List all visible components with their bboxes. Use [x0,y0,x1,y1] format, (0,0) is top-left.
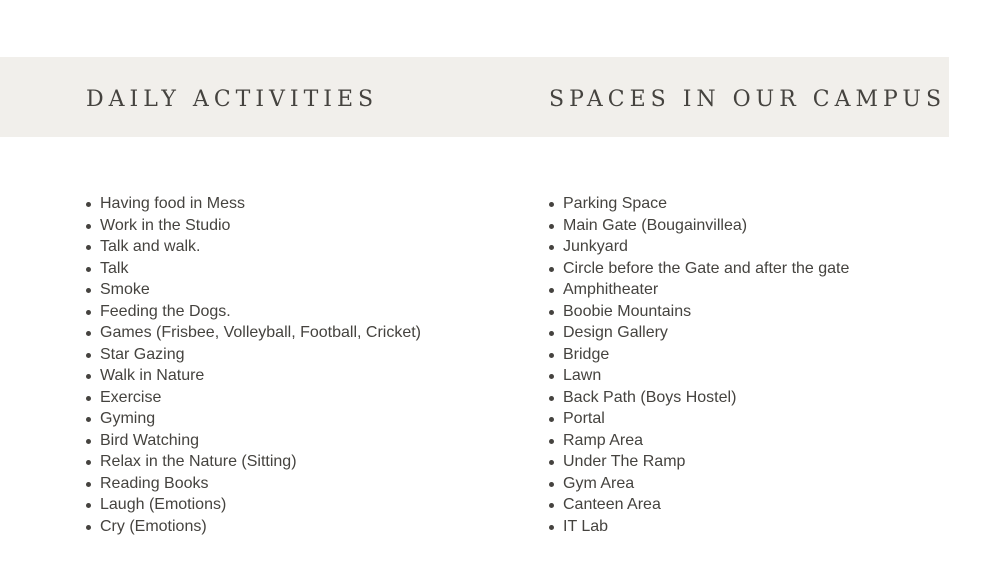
campus-spaces-heading: SPACES IN OUR CAMPUS [549,87,947,112]
list-item: Amphitheater [549,279,849,301]
list-item: Talk [86,258,421,280]
list-item: Canteen Area [549,494,849,516]
list-item: Lawn [549,365,849,387]
list-item: Work in the Studio [86,215,421,237]
list-item: Feeding the Dogs. [86,301,421,323]
list-item: Gyming [86,408,421,430]
campus-spaces-list [549,193,849,537]
list-item: Back Path (Boys Hostel) [549,387,849,409]
list-item: Talk and walk. [86,236,421,258]
daily-activities-list [86,193,421,537]
list-item: Having food in Mess [86,193,421,215]
list-item: Exercise [86,387,421,409]
list-item: Design Gallery [549,322,849,344]
list-item: Reading Books [86,473,421,495]
list-item: Portal [549,408,849,430]
list-item: Bird Watching [86,430,421,452]
list-item: Star Gazing [86,344,421,366]
list-item: Junkyard [549,236,849,258]
list-item: Walk in Nature [86,365,421,387]
list-item: Laugh (Emotions) [86,494,421,516]
list-item: Games (Frisbee, Volleyball, Football, Cricket) [86,322,421,344]
list-item: Cry (Emotions) [86,516,421,538]
list-item: Bridge [549,344,849,366]
list-item: Boobie Mountains [549,301,849,323]
list-item: Main Gate (Bougainvillea) [549,215,849,237]
list-item: IT Lab [549,516,849,538]
list-item: Parking Space [549,193,849,215]
daily-activities-heading: DAILY ACTIVITIES [86,87,379,112]
list-item: Under The Ramp [549,451,849,473]
list-item: Relax in the Nature (Sitting) [86,451,421,473]
list-item: Gym Area [549,473,849,495]
list-item: Ramp Area [549,430,849,452]
list-item: Circle before the Gate and after the gate [549,258,849,280]
list-item: Smoke [86,279,421,301]
